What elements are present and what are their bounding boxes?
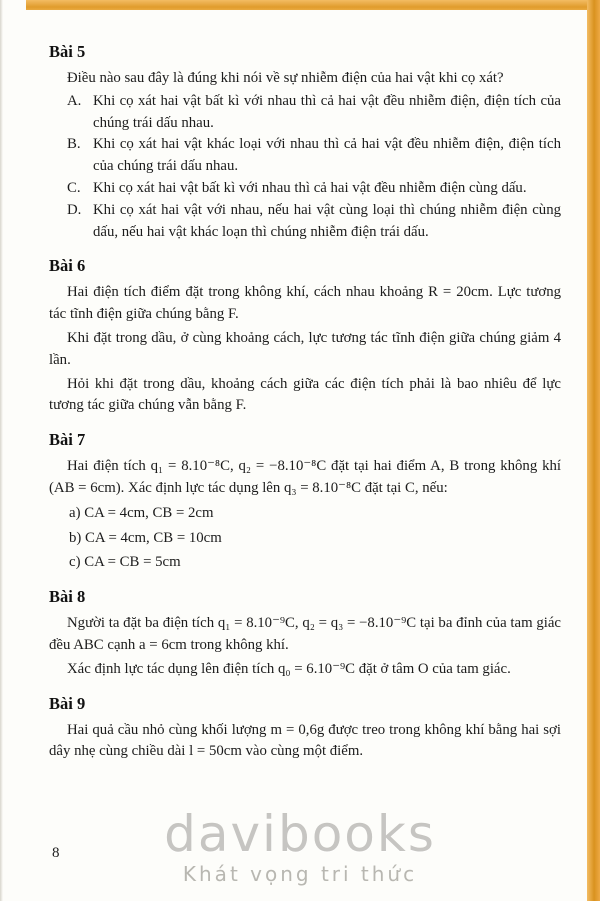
exercise-paragraph: Khi đặt trong dầu, ở cùng khoảng cách, lực tương tác tĩnh điện giữa chúng giảm 4 lần. bbox=[49, 329, 561, 368]
option-text: Khi cọ xát hai vật bất kì với nhau thì cả hai vật đều nhiễm điện cùng dấu. bbox=[93, 179, 527, 196]
exercise-paragraph: Hỏi khi đặt trong dầu, khoảng cách giữa các điện tích phải là bao nhiêu để lực tương tác giữa chúng vẫn bằng F. bbox=[49, 375, 561, 414]
exercise-paragraph: Người ta đặt ba điện tích q₁ = 8.10⁻⁹C, q₂ = q₃ = −8.10⁻⁹C tại ba đỉnh của tam giác đều ABC cạnh a = 6cm trong không khí. bbox=[49, 615, 561, 653]
subitem-b: b) CA = 4cm, CB = 10cm bbox=[69, 529, 222, 546]
option-text: Khi cọ xát hai vật khác loại với nhau thì cả hai vật đều nhiễm điện, điện tích của chúng trái dấu nhau. bbox=[93, 136, 561, 175]
option-text: Khi cọ xát hai vật với nhau, nếu hai vật cùng loại thì chúng nhiễm điện cùng dấu, nếu hai vật khác loạn thì chúng nhiễm điện trái dấu. bbox=[93, 201, 561, 240]
exercise-bai-8 bbox=[49, 587, 561, 680]
exercise-bai-6 bbox=[49, 256, 561, 417]
exercise-title: Bài 8 bbox=[49, 587, 86, 607]
option-c bbox=[67, 178, 561, 200]
exercise-bai-5 bbox=[49, 42, 561, 243]
watermark-tagline: Khát vọng tri thức bbox=[182, 862, 418, 886]
exercise-title: Bài 6 bbox=[49, 256, 86, 276]
page-number: 8 bbox=[52, 845, 60, 861]
page-border-right bbox=[587, 0, 600, 901]
exercise-paragraph: Hai điện tích q₁ = 8.10⁻⁸C, q₂ = −8.10⁻⁸C đặt tại hai điểm A, B trong không khí (AB = 6cm). Xác định lực tác dụng lên q₃ = 8.10⁻⁸C đặt tại C, nếu: bbox=[49, 458, 561, 496]
exercise-bai-9 bbox=[49, 694, 561, 764]
exercise-title: Bài 9 bbox=[49, 693, 86, 713]
exercise-title: Bài 5 bbox=[49, 42, 86, 61]
subitem-a: a) CA = 4cm, CB = 2cm bbox=[69, 504, 214, 521]
exercise-paragraph: Xác định lực tác dụng lên điện tích q₀ = 6.10⁻⁹C đặt ở tâm O của tam giác. bbox=[67, 660, 511, 677]
watermark-text: davibooks bbox=[164, 805, 436, 863]
option-text: Khi cọ xát hai vật bất kì với nhau thì cả hai vật đều nhiễm điện, điện tích của chúng trái dấu nhau. bbox=[93, 92, 561, 131]
exercise-paragraph: Hai quả cầu nhỏ cùng khối lượng m = 0,6g được treo trong không khí bằng hai sợi dây nhẹ cùng chiều dài l = 50cm vào cùng một điểm. bbox=[49, 721, 561, 760]
subitem-c: c) CA = CB = 5cm bbox=[69, 554, 181, 571]
page-content bbox=[49, 42, 561, 763]
option-label: C. bbox=[67, 179, 81, 196]
subitem-list bbox=[69, 503, 561, 574]
exercise-paragraph: Hai điện tích điểm đặt trong không khí, cách nhau khoảng R = 20cm. Lực tương tác tĩnh điện giữa chúng bằng F. bbox=[49, 284, 561, 323]
option-b bbox=[67, 134, 561, 178]
option-label: A. bbox=[67, 92, 82, 109]
option-label: D. bbox=[67, 201, 82, 218]
exercise-bai-7 bbox=[49, 430, 561, 574]
watermark bbox=[0, 805, 600, 886]
page-border-top bbox=[26, 0, 600, 10]
option-label: B. bbox=[67, 136, 81, 153]
option-list bbox=[67, 91, 561, 244]
exercise-paragraph: Điều nào sau đây là đúng khi nói về sự nhiễm điện của hai vật khi cọ xát? bbox=[67, 70, 504, 86]
exercise-title: Bài 7 bbox=[49, 430, 86, 450]
option-a bbox=[67, 91, 561, 135]
option-d bbox=[67, 200, 561, 244]
scan-left-edge bbox=[0, 0, 3, 901]
